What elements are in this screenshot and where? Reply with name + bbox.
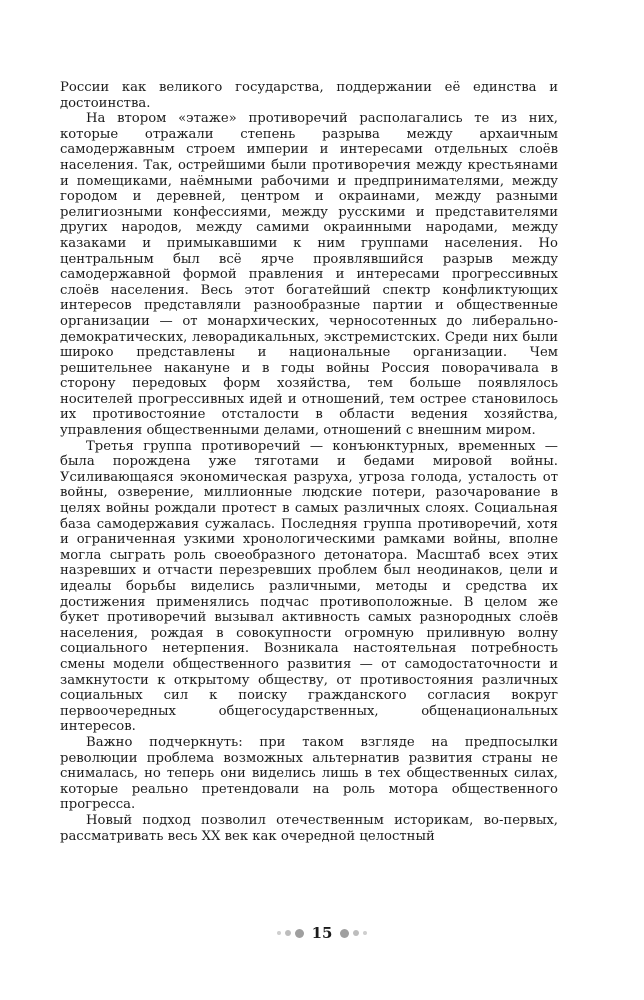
page-footer bbox=[0, 923, 644, 943]
decorative-dot-icon bbox=[363, 931, 367, 935]
decorative-dot-icon bbox=[340, 929, 349, 938]
paragraph: Важно подчеркнуть: при таком взгляде на предпосылки революции проблема возможных альтернатив развития страны не снималась, но теперь они виделись лишь в тех общественных силах, которые реально претендовали на роль мотора общественного прогресса. bbox=[60, 734, 558, 813]
decorative-dot-icon bbox=[277, 931, 281, 935]
decorative-dot-icon bbox=[285, 930, 291, 936]
paragraph: Третья группа противоречий — конъюнктурных, временных — была порождена уже тяготами и бедами мировой войны. Усиливающаяся экономическая разруха, угроза голода, усталость от войны, озверение, миллионные людские потери, разочарование в целях войны рождали протест в самых различных слоях. Социальная база самодержавия сужалась. Последняя группа противоречий, хотя и ограниченная узкими хронологическими рамками войны, вполне могла сыграть роль своеобразного детонатора. Масштаб всех этих назревших и отчасти перезревших проблем был неодинаков, цели и идеалы борьбы виделись различными, методы и средства их достижения применялись подчас противоположные. В целом же букет противоречий вызывал активность самых разнородных слоёв населения, рождая в совокупности огромную приливную волну социального нетерпения. Возникала настоятельная потребность смены модели общественного развития — от самодостаточности и замкнутости к открытому обществу, от противостояния различных социальных сил к поиску гражданского согласия вокруг первоочередных общегосударственных, общенациональных интересов. bbox=[60, 438, 558, 735]
paragraph: На втором «этаже» противоречий располагались те из них, которые отражали степень разрыва между архаичным самодержавным строем империи и интересами отдельных слоёв населения. Так, острейшими были противоречия между крестьянами и помещиками, наёмными рабочими и предпринимателями, между городом и деревней, центром и окраинами, между разными религиозными конфессиями, между русскими и представителями других народов, между самими окраинными народами, между казаками и примыкавшими к ним группами населения. Но центральным был всё ярче проявлявшийся разрыв между самодержавной формой правления и интересами прогрессивных слоёв населения. Весь этот богатейший спектр конфликтующих интересов представляли разнообразные партии и общественные организации — от монархических, черносотенных до либерально-демократических, леворадикальных, экстремистских. Среди них были широко представлены и национальные организации. Чем решительнее накануне и в годы войны Россия поворачивала в сторону передовых форм хозяйства, тем больше появлялось носителей прогрессивных идей и отношений, тем острее становилось их противостояние отсталости в области ведения хозяйства, управления общественными делами, отношений с внешним миром. bbox=[60, 111, 558, 439]
page-number: 15 bbox=[311, 924, 333, 942]
page-text-column bbox=[60, 80, 558, 844]
paragraph: России как великого государства, поддержании её единства и достоинства. bbox=[60, 80, 558, 111]
paragraph: Новый подход позволил отечественным историкам, во-первых, рассматривать весь XX век как очередной целостный bbox=[60, 812, 558, 844]
decorative-dot-icon bbox=[295, 929, 304, 938]
decorative-dot-icon bbox=[353, 930, 359, 936]
